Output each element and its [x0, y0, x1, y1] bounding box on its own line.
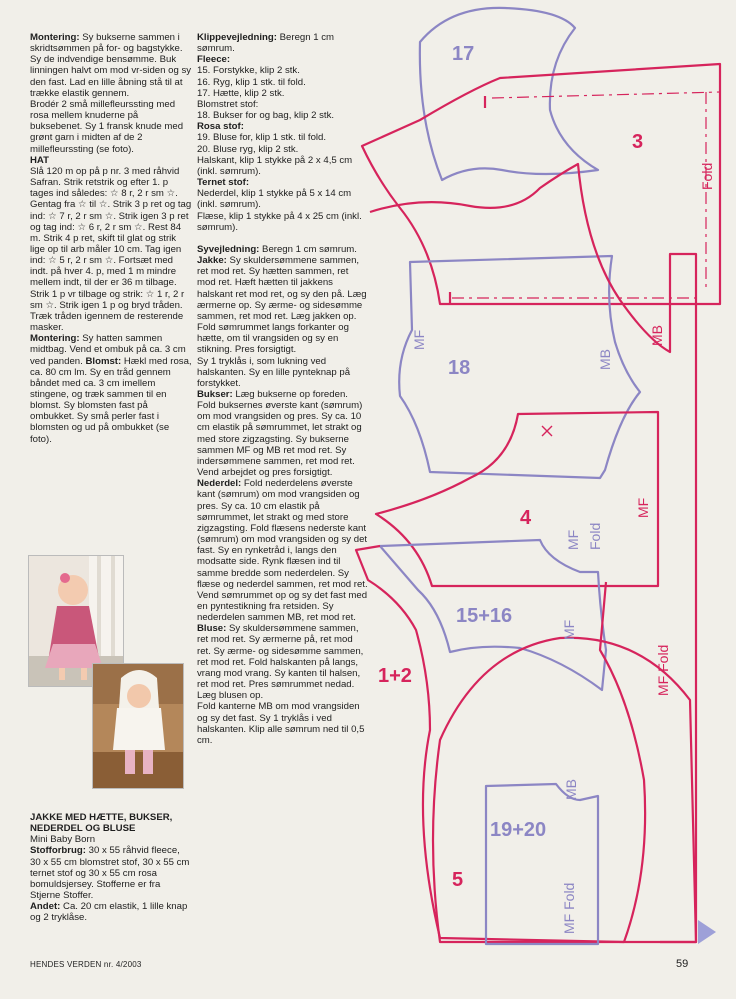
- pattern-title: JAKKE MED HÆTTE, BUKSER, NEDERDEL OG BLUSE: [30, 812, 173, 835]
- bukser-text: Læg bukserne op foreden. Fold buksernes øverste kant (sømrum) om mod vrangsiden og pres. Sy ca. 10 cm elastik på sømrummet, let strakt og med store zigzagsting. Sy bukserne sammen MF og MB ret mod ret. Sy indersømmene sammen, ret mod ret. Vend arbejdet og pres forsigtigt.: [197, 389, 363, 479]
- jakke-heading: Jakke:: [197, 255, 227, 267]
- piece-12-outline: [356, 546, 645, 942]
- fleece-text: 15. Forstykke, klip 2 stk. 16. Ryg, klip 1 stk. til fold. 17. Hætte, klip 2 stk. Blomstret stof: 18. Bukser for og bag, klip 2 stk.: [197, 65, 335, 122]
- piece-mb-outline: [370, 164, 696, 942]
- piece-4-outline: [376, 412, 658, 586]
- blomst-text: Hækl med rosa, ca. 80 cm lm. Sy en tråd gennem båndet med ca. 3 cm imellem stingene, og træk sammen til en blomst. Sy blomsten fast på ombukket. Sy små perler fast i blomsten og ud på ombukket (se foto).: [30, 355, 192, 445]
- piece-3-outline: [362, 64, 720, 304]
- piece-3-fold-label: Fold: [699, 162, 715, 190]
- nederdel-text: Fold nederdelens øverste kant (sømrum) om mod vrangsiden og pres. Sy ca. 10 cm elastik på sømrummet, let strakt og med store zigzagsting. Fold flæsens nederste kant (sømrum) om mod vrangsiden og sy det fast. Sy en rynketråd i, langs den modsatte side. Rynk flæsen ind til samme bredde som nederdelen. Sy flæse og nederdel sammen, ret mod ret. Vend sømrummet op og sy det fast med en pyntestikning fra retsiden. Sy nederdelen sammen MB, ret mod ret.: [197, 478, 368, 624]
- ternet-text: Nederdel, klip 1 stykke på 5 x 14 cm (inkl. sømrum). Flæse, klip 1 stykke på 4 x 25 cm (inkl. sømrum).: [197, 188, 362, 233]
- blomst-heading: Blomst:: [85, 355, 122, 367]
- hat-montering-text: Sy hatten sammen midtbag. Vend et ombuk på ca. 3 cm ved panden.: [30, 333, 186, 367]
- piece-3-mb-label: MB: [649, 325, 665, 346]
- piece-1516-mf-label: MF: [561, 619, 577, 640]
- piece-4-label: 4: [520, 507, 532, 529]
- piece-12-mffold-label: MF Fold: [655, 644, 671, 696]
- piece-17-label: 17: [452, 43, 475, 65]
- piece-4-fold-label: Fold: [587, 522, 603, 550]
- piece-1920-label: 19+20: [490, 819, 547, 841]
- piece-12-label: 1+2: [378, 665, 412, 687]
- hat-montering-heading: Montering:: [30, 333, 80, 345]
- ternet-heading: Ternet stof:: [197, 177, 250, 189]
- bluse-heading: Bluse:: [197, 623, 227, 635]
- piece-18-mf-label: MF: [411, 329, 427, 350]
- nederdel-heading: Nederdel:: [197, 478, 242, 490]
- piece-18-label: 18: [448, 357, 471, 379]
- andet-heading: Andet:: [30, 901, 61, 913]
- piece-18-mb-label: MB: [597, 349, 613, 370]
- piece-17-outline: [420, 8, 598, 180]
- klip-heading: Klippevejledning:: [197, 32, 277, 43]
- syvejledning-heading: Syvejledning:: [197, 243, 260, 255]
- piece-1920-outline: [486, 784, 598, 944]
- piece-4-mf-label: MF: [565, 529, 581, 550]
- hat-text: Slå 120 m op på p nr. 3 med råhvid Safran. Strik retstrik og efter 1. p tages ind således: ☆ 8 r, 2 r sm ☆. Gentag fra ☆ til ☆. Strik 3 p ret og tag ind: ☆ 7 r, 2 r sm ☆. Strik igen 3 p ret og tag ind: ☆ 6 r, 2 r sm ☆. Rest 84 m. Strik 4 p ret, skift til glat og strik lige op til arb måler 10 cm. Tag igen ind: ☆ 5 r, 2 r sm ☆. Fortsæt med indt. på hver 4. p, med 1 m mindre mellem indt, til der er 36 m tilbage. Strik 1 p vr tilbage og strik: ☆ 1 r, 2 r sm ☆. Strik igen 1 p og bryd tråden. Træk tråden igennem de resterende masker.: [30, 165, 192, 334]
- bukser-heading: Bukser:: [197, 389, 233, 400]
- piece-5-outline: [433, 638, 696, 942]
- fleece-heading: Fleece:: [197, 54, 231, 66]
- bluse-text: Sy skuldersømmene sammen, ret mod ret. Sy ærmerne på, ret mod ret. Sy ærme- og sidesømme sammen, ret mod ret. Fold halskanten på langs, vrang mod vrang. Sy kanten til halsen, ret mod ret. Pres sømrummet nedad. Læg blusen op. Fold kanterne MB om mod vrangsiden og sy det fast. Sy 1 tryklås i ved halskanten. Klip alle sømrum ned til 0,5 cm.: [197, 623, 365, 746]
- instructions-column-1: [30, 32, 192, 445]
- syvejledning-text: Beregn 1 cm sømrum.: [259, 243, 357, 255]
- rosa-heading: Rosa stof:: [197, 121, 244, 133]
- next-page-arrow-icon: [698, 920, 716, 944]
- rosa-text: 19. Bluse for, klip 1 stk. til fold. 20. Bluse ryg, klip 2 stk. Halskant, klip 1 stykke på 2 x 4,5 cm (inkl. sømrum).: [197, 132, 353, 177]
- klip-text: Beregn 1 cm sømrum.: [197, 32, 335, 55]
- piece-4-mf-right-label: MF: [635, 497, 651, 518]
- piece-1920-mb-label: MB: [563, 779, 579, 800]
- piece-1920-mffold-label: MF Fold: [561, 882, 577, 934]
- pattern-subtitle: Mini Baby Born: [30, 834, 96, 846]
- piece-5-label: 5: [452, 869, 464, 891]
- magazine-footer: HENDES VERDEN nr. 4/2003: [30, 960, 142, 969]
- doll-photo-jacket: [92, 663, 184, 789]
- piece-1516-outline: [380, 540, 606, 690]
- piece-1516-label: 15+16: [456, 605, 513, 627]
- instructions-column-2: [197, 32, 369, 746]
- piece-3-label: 3: [632, 131, 644, 153]
- hat-heading: HAT: [30, 154, 50, 166]
- montering-heading: Montering:: [30, 32, 80, 43]
- stofforbrug-text: 30 x 55 råhvid fleece, 30 x 55 cm blomstret stof, 30 x 55 cm ternet stof og 30 x 55 cm rosa bomuldsjersey. Stofferne er fra Stjerne Stoffer.: [30, 845, 190, 902]
- jakke-text: Sy skuldersømmene sammen, ret mod ret. Sy hætten sammen, ret mod ret. Hæft hætten til jakkens halskant ret mod ret, og sy den på. Læg ærmerne op. Sy ærme- og sidesømme sammen, ret mod ret. Læg jakken op. Fold sømrummet langs forkanter og hætte, om til vrangsiden og sy en stikning. Pres forsigtigt. Sy 1 tryklås i, som lukning ved halskanten. Sy en lille pynteknap på forstykket.: [197, 255, 367, 389]
- page-number: 59: [676, 958, 689, 970]
- pattern-info-column: [30, 812, 192, 924]
- stofforbrug-heading: Stofforbrug:: [30, 845, 86, 857]
- montering-text: Sy bukserne sammen i skridtsømmen på for- og bagstykke. Sy de indvendige bensømme. Buk linningen halvt om mod vr-siden og sy den fast. Lad en lille åbning stå til at trække elastik gennem. Brodér 2 små millefleurssting med rosa mellem knuderne på buksebenet. Sy 1 fransk knude med grønt garn i midten af de 2 millefleurssting (se foto).: [30, 32, 192, 155]
- piece-18-outline: [399, 256, 640, 478]
- andet-text: Ca. 20 cm elastik, 1 lille knap og 2 tryklåse.: [30, 901, 188, 924]
